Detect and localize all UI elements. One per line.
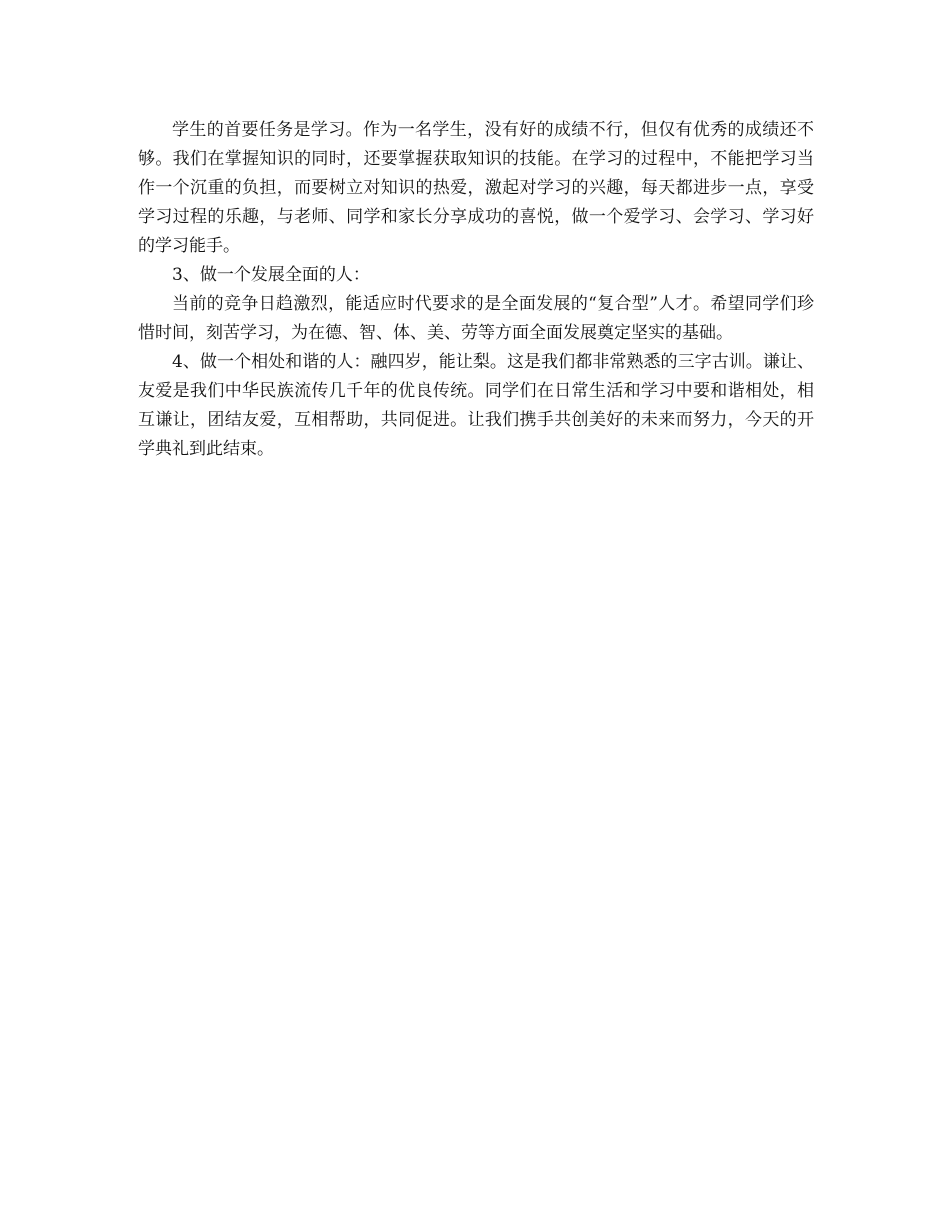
document-body	[138, 116, 814, 464]
paragraph-all-round-development: 当前的竞争日趋激烈，能适应时代要求的是全面发展的“复合型”人才。希望同学们珍惜时间，刻苦学习，为在德、智、体、美、劳等方面全面发展奠定坚实的基础。	[138, 294, 814, 343]
paragraph-study: 学生的首要任务是学习。作为一名学生，没有好的成绩不行，但仅有优秀的成绩还不够。我们在掌握知识的同时，还要掌握获取知识的技能。在学习的过程中，不能把学习当作一个沉重的负担，而要树立对知识的热爱，激起对学习的兴趣，每天都进步一点，享受学习过程的乐趣，与老师、同学和家长分享成功的喜悦，做一个爱学习、会学习、学习好的学习能手。	[138, 120, 814, 256]
paragraph-harmony: 4、做一个相处和谐的人：融四岁，能让梨。这是我们都非常熟悉的三字古训。谦让、友爱是我们中华民族流传几千年的优良传统。同学们在日常生活和学习中要和谐相处，相互谦让，团结友爱，互相帮助，共同促进。让我们携手共创美好的未来而努力，今天的开学典礼到此结束。	[138, 352, 814, 459]
heading-all-round-development: 3、做一个发展全面的人：	[172, 265, 370, 285]
